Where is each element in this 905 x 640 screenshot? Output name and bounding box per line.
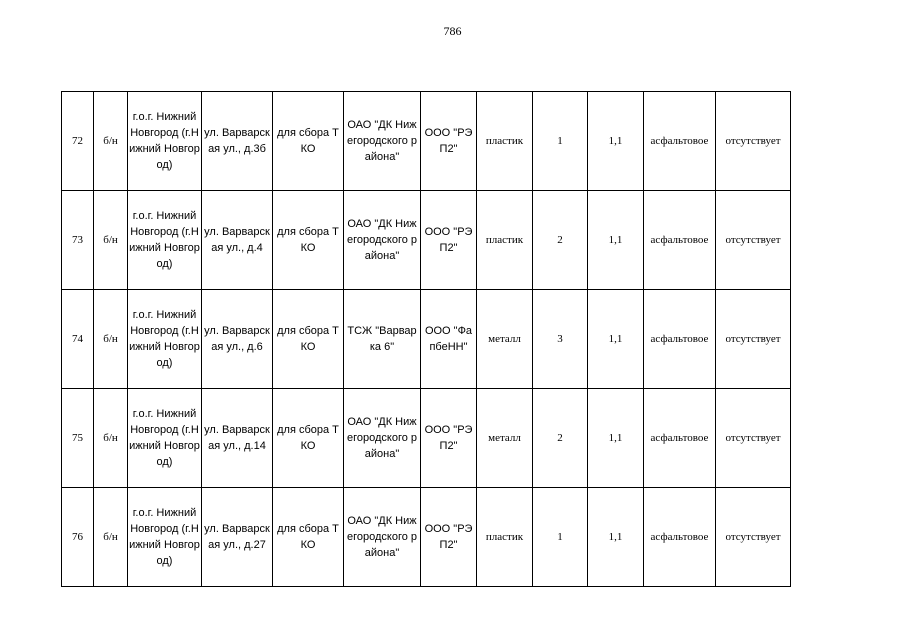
row-number-cell: 72: [62, 92, 94, 191]
fence-cell: отсутствует: [716, 290, 791, 389]
address-cell: ул. Варварская ул., д.4: [202, 191, 273, 290]
row-number-cell: 75: [62, 389, 94, 488]
container-volume-cell: 1,1: [588, 389, 644, 488]
surface-cell: асфальтовое: [644, 191, 716, 290]
table-row: [62, 290, 791, 389]
container-volume-cell: 1,1: [588, 191, 644, 290]
registry-number-cell: б/н: [94, 191, 128, 290]
owner-cell: ОАО "ДК Нижегородского района": [344, 191, 421, 290]
registry-number-cell: б/н: [94, 488, 128, 587]
owner-cell: ОАО "ДК Нижегородского района": [344, 389, 421, 488]
operator-cell: ООО "РЭП2": [421, 92, 477, 191]
registry-number-cell: б/н: [94, 389, 128, 488]
registry-number-cell: б/н: [94, 290, 128, 389]
operator-cell: ООО "РЭП2": [421, 191, 477, 290]
purpose-cell: для сбора ТКО: [273, 389, 344, 488]
material-cell: металл: [477, 389, 533, 488]
locality-cell: г.о.г. Нижний Новгород (г.Нижний Новгород): [128, 389, 202, 488]
material-cell: пластик: [477, 191, 533, 290]
container-count-cell: 1: [533, 92, 588, 191]
purpose-cell: для сбора ТКО: [273, 488, 344, 587]
address-cell: ул. Варварская ул., д.27: [202, 488, 273, 587]
operator-cell: ООО "ФапбеНН": [421, 290, 477, 389]
address-cell: ул. Варварская ул., д.6: [202, 290, 273, 389]
surface-cell: асфальтовое: [644, 290, 716, 389]
material-cell: металл: [477, 290, 533, 389]
surface-cell: асфальтовое: [644, 92, 716, 191]
table-row: [62, 191, 791, 290]
table-row: [62, 389, 791, 488]
container-volume-cell: 1,1: [588, 290, 644, 389]
container-count-cell: 2: [533, 389, 588, 488]
owner-cell: ОАО "ДК Нижегородского района": [344, 488, 421, 587]
purpose-cell: для сбора ТКО: [273, 92, 344, 191]
container-volume-cell: 1,1: [588, 92, 644, 191]
fence-cell: отсутствует: [716, 488, 791, 587]
locality-cell: г.о.г. Нижний Новгород (г.Нижний Новгород): [128, 191, 202, 290]
surface-cell: асфальтовое: [644, 488, 716, 587]
table-row: [62, 92, 791, 191]
container-count-cell: 2: [533, 191, 588, 290]
locality-cell: г.о.г. Нижний Новгород (г.Нижний Новгород): [128, 290, 202, 389]
registry-number-cell: б/н: [94, 92, 128, 191]
locality-cell: г.о.г. Нижний Новгород (г.Нижний Новгород): [128, 92, 202, 191]
fence-cell: отсутствует: [716, 389, 791, 488]
address-cell: ул. Варварская ул., д.14: [202, 389, 273, 488]
operator-cell: ООО "РЭП2": [421, 488, 477, 587]
row-number-cell: 73: [62, 191, 94, 290]
purpose-cell: для сбора ТКО: [273, 191, 344, 290]
surface-cell: асфальтовое: [644, 389, 716, 488]
row-number-cell: 76: [62, 488, 94, 587]
material-cell: пластик: [477, 92, 533, 191]
owner-cell: ОАО "ДК Нижегородского района": [344, 92, 421, 191]
row-number-cell: 74: [62, 290, 94, 389]
fence-cell: отсутствует: [716, 191, 791, 290]
fence-cell: отсутствует: [716, 92, 791, 191]
registry-table: [61, 91, 791, 587]
material-cell: пластик: [477, 488, 533, 587]
container-count-cell: 3: [533, 290, 588, 389]
locality-cell: г.о.г. Нижний Новгород (г.Нижний Новгород): [128, 488, 202, 587]
address-cell: ул. Варварская ул., д.3б: [202, 92, 273, 191]
page-number: 786: [443, 24, 462, 38]
table-row: [62, 488, 791, 587]
purpose-cell: для сбора ТКО: [273, 290, 344, 389]
owner-cell: ТСЖ "Варварка 6": [344, 290, 421, 389]
operator-cell: ООО "РЭП2": [421, 389, 477, 488]
container-volume-cell: 1,1: [588, 488, 644, 587]
container-count-cell: 1: [533, 488, 588, 587]
